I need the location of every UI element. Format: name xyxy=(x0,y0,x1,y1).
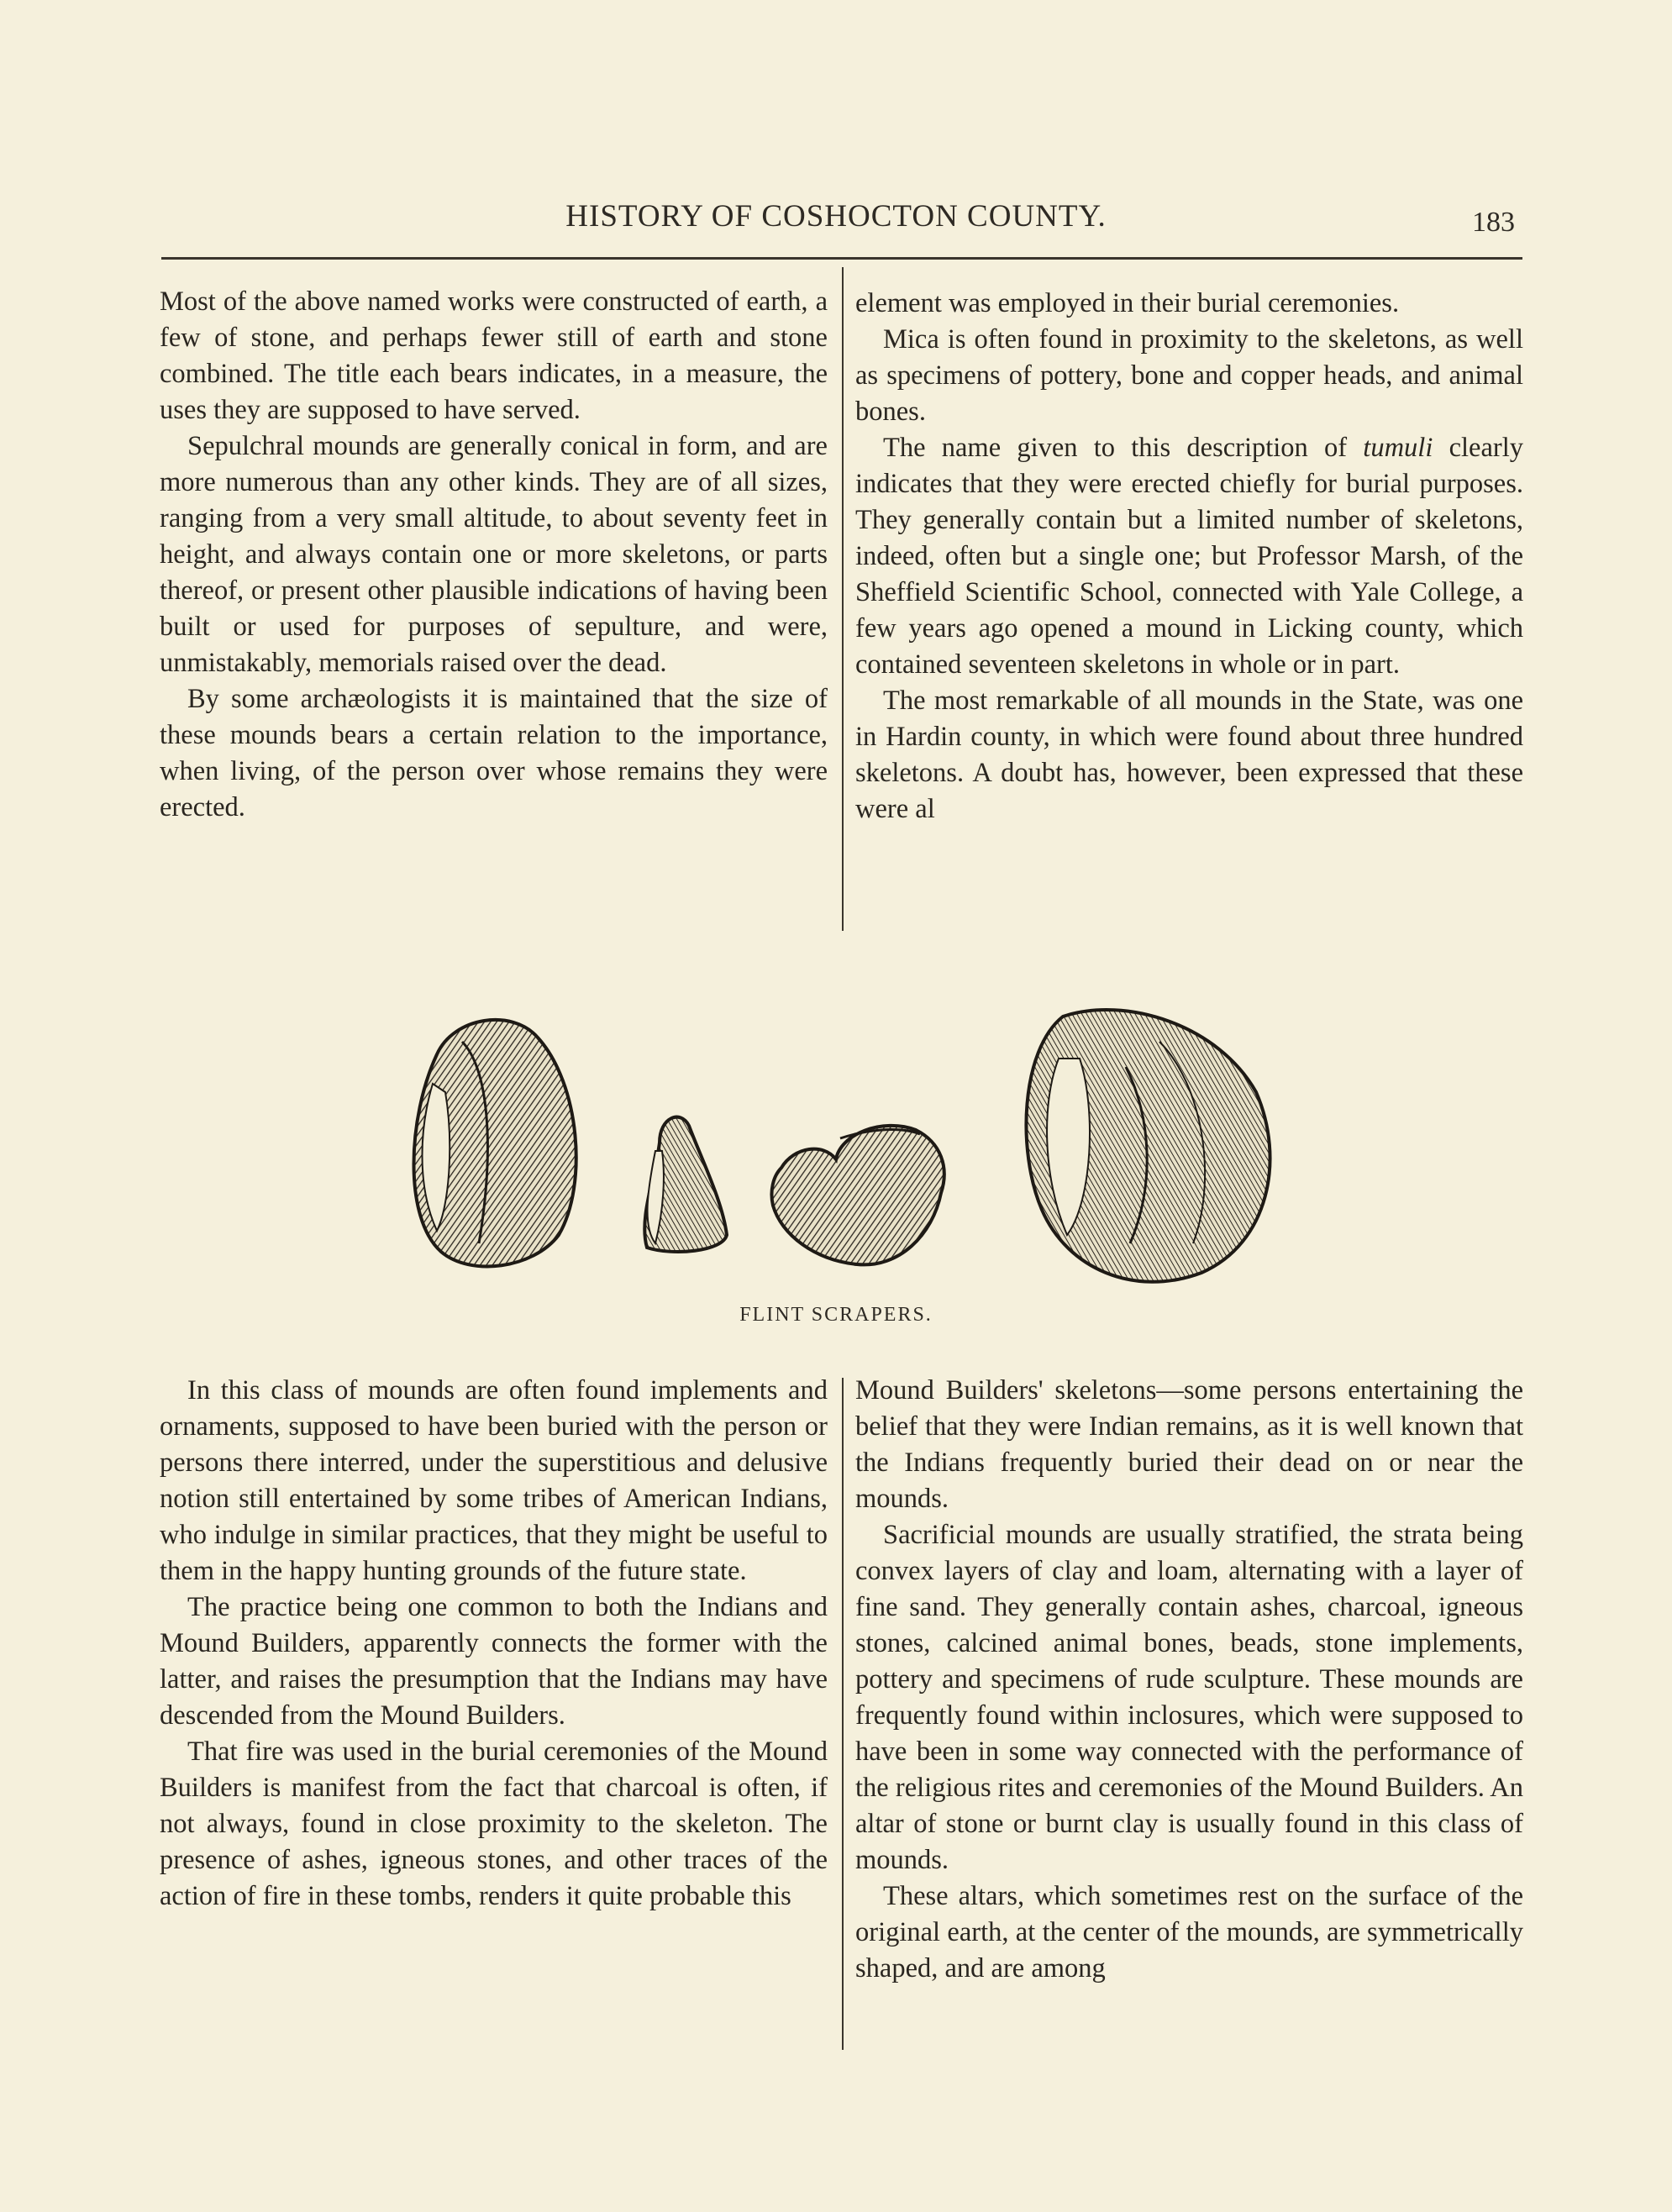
flint-scraper-1 xyxy=(414,1020,576,1266)
flint-scraper-4 xyxy=(1026,1010,1270,1282)
text-run: The name given to this description of xyxy=(883,433,1364,463)
paragraph: The practice being one common to both the Indians and Mound Builders, apparently connects the former with the latter, and raises the presumption that the Indians may have descended from the Mound Builders. xyxy=(160,1592,828,1731)
paragraph: These altars, which sometimes rest on the surface of the original earth, at the center of the mounds, are symmetrically shaped, and are among xyxy=(855,1881,1523,1983)
paragraph: Sepulchral mounds are generally conical in form, and are more numerous than any other kinds. They are of all sizes, ranging from a very small altitude, to about seventy feet in height, and always contain one or more skeletons, or parts thereof, or present other plausible indications of having been built or used for purposes of sepulture, and were, unmistakably, memorials raised over the dead. xyxy=(160,431,828,678)
engraving xyxy=(370,991,1311,1294)
paragraph: By some archæologists it is maintained that the size of these mounds bears a certain relation to the importance, when living, of the person over whose remains they were erected. xyxy=(160,684,828,822)
italic-term: tumuli xyxy=(1363,433,1433,463)
top-left-column xyxy=(160,284,828,826)
paragraph: In this class of mounds are often found implements and ornaments, supposed to have been buried with the person or persons there interred, under the superstitious and delusive notion still entertained by some tribes of American Indians, who indulge in similar practices, that they might be useful to them in the happy hunting grounds of the future state. xyxy=(160,1375,828,1586)
running-title: HISTORY OF COSHOCTON COUNTY. xyxy=(565,199,1107,234)
paragraph: The most remarkable of all mounds in the State, was one in Hardin county, in which were found about three hundred skeletons. A doubt has, however, been expressed that these were al xyxy=(855,686,1523,824)
column-divider-top xyxy=(842,267,844,931)
figure-caption: FLINT SCRAPERS. xyxy=(739,1304,933,1326)
paragraph: element was employed in their burial ceremonies. xyxy=(855,288,1400,318)
text-run: clearly indicates that they were erected chiefly for burial purposes. They generally contain but a limited number of skeletons, indeed, often but a single one; but Professor Marsh, of the Sheffield Scientific School, connected with Yale College, a few years ago opened a mound in Licking county, which contained seventeen skeletons in whole or in part. xyxy=(855,433,1523,680)
bottom-right-column xyxy=(855,1373,1523,1987)
header-rule xyxy=(161,257,1522,260)
flint-scraper-3 xyxy=(771,1126,944,1265)
paragraph xyxy=(855,430,1523,683)
paragraph: Mound Builders' skeletons—some persons entertaining the belief that they were Indian remains, as it is well known that the Indians frequently buried their dead on or near the mounds. xyxy=(855,1375,1523,1514)
flint-scraper-2 xyxy=(644,1117,727,1252)
bottom-left-column xyxy=(160,1373,828,1915)
paragraph: That fire was used in the burial ceremonies of the Mound Builders is manifest from the fact that charcoal is often, if not always, found in close proximity to the skeleton. The presence of ashes, igneous stones, and other traces of the action of fire in these tombs, renders it quite probable this xyxy=(160,1736,828,1911)
paragraph: Most of the above named works were constructed of earth, a few of stone, and perhaps fewer still of earth and stone combined. The title each bears indicates, in a measure, the uses they are supposed to have served. xyxy=(160,286,828,425)
flint-scrapers-illustration xyxy=(370,991,1311,1294)
paragraph: Mica is often found in proximity to the skeletons, as well as specimens of pottery, bone and copper heads, and animal bones. xyxy=(855,324,1523,427)
paragraph: Sacrificial mounds are usually stratified, the strata being convex layers of clay and loam, alternating with a layer of fine sand. They generally contain ashes, charcoal, igneous stones, calcined animal bones, beads, stone implements, pottery and specimens of rude sculpture. These mounds are frequently found within inclosures, which were supposed to have been in some way connected with the performance of the religious rites and ceremonies of the Mound Builders. An altar of stone or burnt clay is usually found in this class of mounds. xyxy=(855,1520,1523,1875)
page-number: 183 xyxy=(1472,207,1515,238)
top-right-column xyxy=(855,286,1523,828)
column-divider-bottom xyxy=(842,1378,844,2050)
